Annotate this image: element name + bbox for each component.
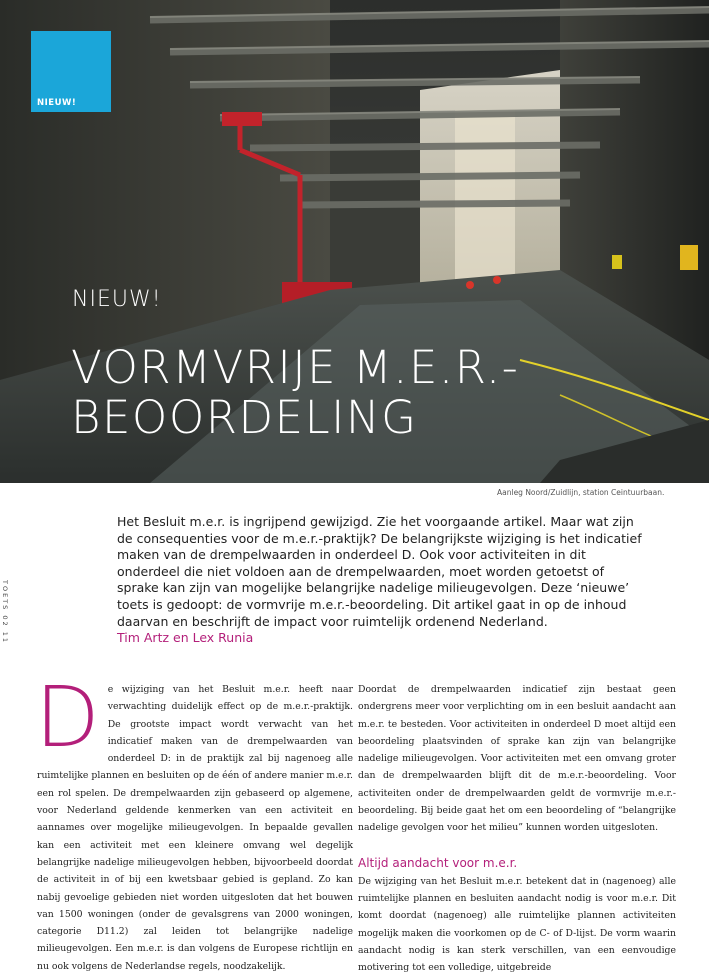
hero-photo [0,0,709,483]
body-column-right [358,681,676,976]
article-title-line-2: BEOORDELING [71,391,418,444]
article-authors: Tim Artz en Lex Runia [117,630,254,646]
article-title-line-1: VORMVRIJE M.E.R.- [71,341,520,394]
article-title [71,343,519,443]
drop-cap: D [35,668,100,766]
sidebar-label-text: TOETS 02 11 [1,580,9,644]
body-column-left [35,668,353,975]
body-paragraph: Doordat de drempelwaarden indicatief zijn bestaat geen ondergrens meer voor verplichting om in een besluit aandacht aan m.e.r. te besteden. Voor activiteiten in onderdeel D moet altijd een beoordeling plaatsvinden of sprake kan zijn van belangrijke nadelige milieugevolgen. Voor activiteiten met een omvang groter dan de drempelwaarden blijft dit de m.e.r.-beoordeling. Voor activiteiten onder de drempelwaarden geldt de vormvrije m.e.r.-beoordeling. Bij beide gaat het om een beoordeling of “belangrijke nadelige gevolgen voor het milieu” kunnen worden uitgesloten. [358,684,676,834]
category-badge-label: NIEUW! [37,98,77,108]
body-paragraph: De wijziging van het Besluit m.e.r. betekent dat in (nagenoeg) alle ruimtelijke plannen en besluiten aandacht nodig is voor m.e.r. Dit komt doordat (nagenoeg) alle ruimtelijke plannen activiteiten mogelijk maken die voorkomen op de C- of D-lijst. De vorm waarin aandacht nodig is kan sterk verschillen, van een eenvoudige motivering tot een volledige, uitgebreide [358,875,676,974]
article-intro [117,514,647,647]
photo-caption: Aanleg Noord/Zuidlijn, station Ceintuurbaan. [497,488,665,497]
intro-text: Het Besluit m.e.r. is ingrijpend gewijzigd. Zie het voorgaande artikel. Maar wat zijn de consequenties voor de m.e.r.-praktijk? De belangrijkste wijziging is het indicatief maken van de drempelwaarden in onderdeel D. Ook voor activiteiten in dit onderdeel die niet voldoen aan de drempelwaarden, moet worden getoetst of sprake kan zijn van mogelijke belangrijke nadelige milieugevolgen. Deze ‘nieuwe’ toets is gedoopt: de vormvrije m.e.r.-beoordeling. Dit artikel gaat in op de inhoud daarvan en beschrijft de impact voor ruimtelijk ordenend Nederland. [117,514,642,629]
body-paragraph: e wijziging van het Besluit m.e.r. heeft naar verwachting duidelijk effect op de m.e.r.-praktijk. De grootste impact wordt verwacht van het indicatief maken van de drempelwaarden van onderdeel D: in de praktijk zal bij nagenoeg alle ruimtelijke plannen en besluiten op de één of andere manier m.e.r. een rol spelen. De drempelwaarden zijn gebaseerd op algemene, voor Nederland geldende kenmerken van een activiteit en aannames over mogelijke milieugevolgen. In bepaalde gevallen kan een activiteit met een kleinere omvang wel degelijk belangrijke nadelige milieugevolgen hebben, bijvoorbeeld doordat de activiteit in of bij een kwetsbaar gebied is gepland. Zo kan nabij gevoelige gebieden niet worden uitgesloten dat het bouwen van 1500 woningen (onder de gevalsgrens van 2000 woningen, categorie D11.2) zal leiden tot belangrijke nadelige milieugevolgen. Een m.e.r. is dan volgens de Europese richtlijn en nu ook volgens de Nederlandse regels, noodzakelijk. [37,684,353,972]
sidebar-label [1,580,11,660]
section-subheading: Altijd aandacht voor m.e.r. [358,855,518,870]
section-kicker: NIEUW! [72,287,162,312]
